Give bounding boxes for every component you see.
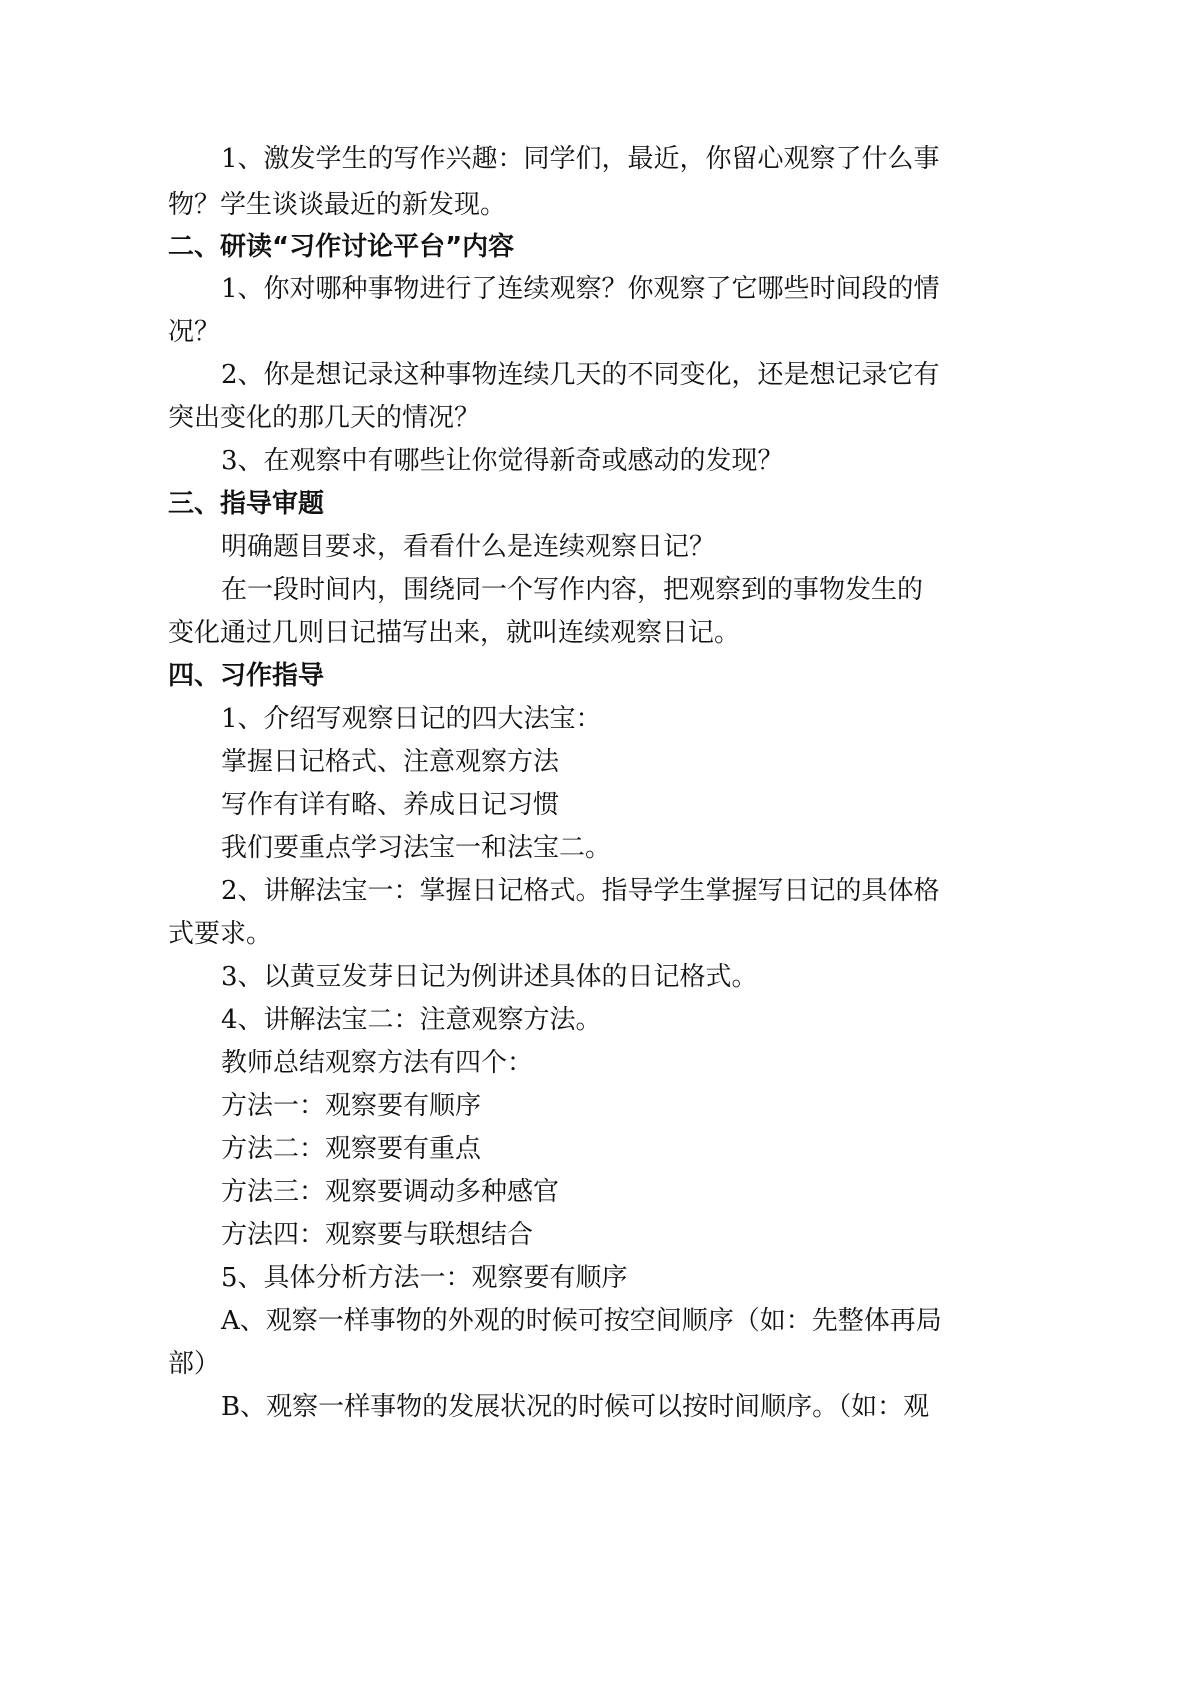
text-line: 在一段时间内，围绕同一个写作内容，把观察到的事物发生的	[221, 575, 924, 605]
text-line: 明确题目要求，看看什么是连续观察日记？	[221, 532, 716, 562]
text-line: 5、具体分析方法一：观察要有顺序	[221, 1263, 628, 1293]
section-heading: 二、研读“习作讨论平台”内容	[168, 232, 515, 262]
text-line: 1、你对哪种事物进行了连续观察？你观察了它哪些时间段的情	[221, 274, 940, 304]
section-heading: 三、指导审题	[168, 489, 325, 519]
text-line: 我们要重点学习法宝一和法宝二。	[221, 833, 612, 863]
text-line: 4、讲解法宝二：注意观察方法。	[221, 1005, 602, 1035]
text-line: 况？	[168, 317, 221, 347]
text-line: 1、介绍写观察日记的四大法宝：	[221, 704, 602, 734]
text-line: 式要求。	[168, 919, 273, 949]
text-line: 3、以黄豆发芽日记为例讲述具体的日记格式。	[221, 962, 758, 992]
text-line: 方法三：观察要调动多种感官	[221, 1177, 560, 1207]
text-line: 变化通过几则日记描写出来，就叫连续观察日记。	[168, 618, 741, 648]
text-line: 3、在观察中有哪些让你觉得新奇或感动的发现？	[221, 446, 784, 476]
text-line: 掌握日记格式、注意观察方法	[221, 747, 560, 777]
text-line: 物？学生谈谈最近的新发现。	[168, 190, 507, 220]
section-heading: 四、习作指导	[168, 661, 325, 691]
text-line: 方法四：观察要与联想结合	[221, 1220, 534, 1250]
text-line: 方法二：观察要有重点	[221, 1134, 482, 1164]
text-line: A、观察一样事物的外观的时候可按空间顺序（如：先整体再局	[221, 1306, 942, 1336]
text-line: B、观察一样事物的发展状况的时候可以按时间顺序。（如：观	[221, 1392, 930, 1422]
text-line: 教师总结观察方法有四个：	[221, 1048, 534, 1078]
text-line: 1、激发学生的写作兴趣：同学们，最近，你留心观察了什么事	[221, 144, 940, 174]
text-line: 写作有详有略、养成日记习惯	[221, 790, 560, 820]
text-line: 部）	[168, 1349, 221, 1379]
text-line: 2、讲解法宝一：掌握日记格式。指导学生掌握写日记的具体格	[221, 876, 940, 906]
text-line: 2、你是想记录这种事物连续几天的不同变化，还是想记录它有	[221, 360, 940, 390]
text-line: 方法一：观察要有顺序	[221, 1091, 482, 1121]
text-line: 突出变化的那几天的情况？	[168, 403, 481, 433]
